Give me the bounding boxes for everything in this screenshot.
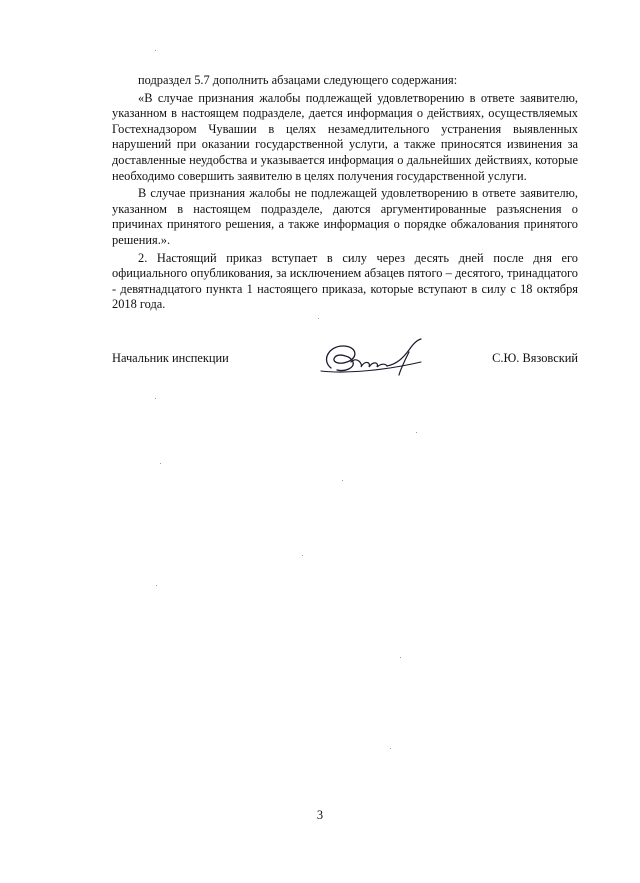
scan-speck <box>302 555 303 556</box>
document-body <box>112 73 578 313</box>
paragraph-effective-date: 2. Настоящий приказ вступает в силу через десять дней после дня его официального опубликования, за исключением абзацев пятого – десятого, тринадцатого - девятнадцатого пункта 1 настоящего приказа, которые вступают в силу с 18 октября 2018 года. <box>112 250 578 312</box>
handwritten-signature <box>317 338 437 378</box>
paragraph-complaint-satisfied: «В случае признания жалобы подлежащей удовлетворению в ответе заявителю, указанном в настоящем подразделе, дается информация о действиях, осуществляемых Гостехнадзором Чувашии в целях незамедлительного устранения выявленных нарушений при оказании государственной услуги, а также приносятся извинения за доставленные неудобства и указывается информация о дальнейших действиях, которые необходимо совершить заявителю в целях получения государственной услуги. <box>112 90 578 183</box>
scan-speck <box>400 657 401 658</box>
scan-speck <box>342 480 343 481</box>
signer-name: С.Ю. Вязовский <box>492 351 578 365</box>
scan-speck <box>416 432 417 433</box>
signer-position: Начальник инспекции <box>112 351 229 365</box>
scan-speck <box>156 585 157 586</box>
paragraph-complaint-rejected: В случае признания жалобы не подлежащей удовлетворению в ответе заявителю, указанном в настоящем подразделе, даются аргументированные разъяснения о причинах принятого решения, а также информация о порядке обжалования принятого решения.». <box>112 186 578 247</box>
scan-speck <box>160 463 161 464</box>
signature-block <box>112 338 578 378</box>
scan-speck <box>390 748 391 749</box>
page-number: 3 <box>316 808 324 822</box>
paragraph-amendment-intro: подраздел 5.7 дополнить абзацами следующего содержания: <box>138 73 458 87</box>
scan-speck <box>155 50 156 51</box>
scan-speck <box>318 318 319 319</box>
scan-speck <box>155 398 156 399</box>
